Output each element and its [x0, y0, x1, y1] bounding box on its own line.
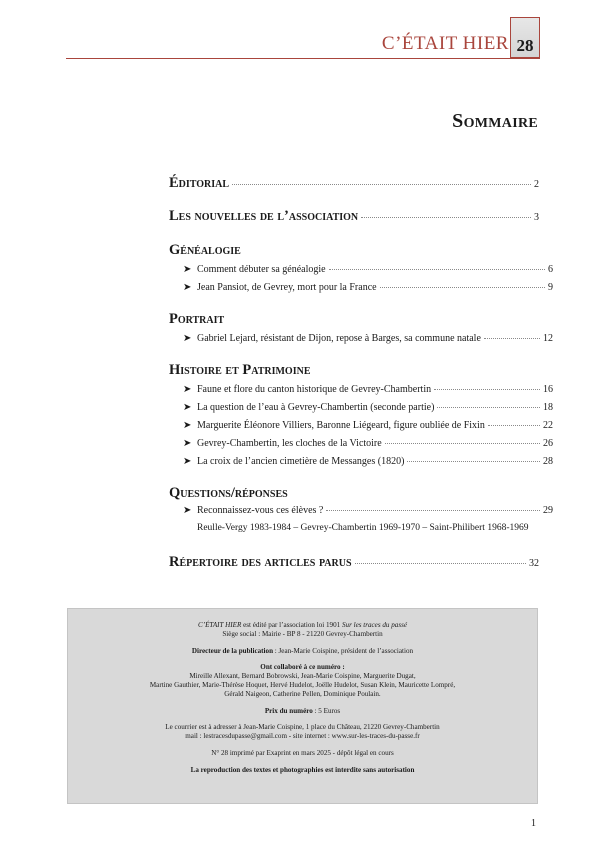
arrow-icon: ➤ — [183, 384, 192, 395]
colophon-director-value: : Jean-Marie Coispine, président de l’association — [273, 646, 414, 655]
toc-page: 3 — [534, 212, 539, 223]
toc-entry-text: La croix de l’ancien cimetière de Messanges (1820) — [197, 456, 405, 467]
toc-entry-text: Reconnaissez-vous ces élèves ? — [197, 505, 324, 516]
toc-section-title: Histoire et Patrimoine — [169, 362, 311, 378]
toc-entry — [169, 384, 553, 396]
toc-page: 22 — [543, 420, 553, 431]
colophon-copyright: La reproduction des textes et photographies est interdite sans autorisation — [190, 765, 415, 774]
dot-leader — [488, 424, 540, 426]
arrow-icon: ➤ — [183, 505, 192, 516]
dot-leader — [437, 406, 540, 408]
toc-entry — [169, 420, 553, 432]
colophon-publisher — [68, 621, 537, 630]
toc-entry-text: Gevrey-Chambertin, les cloches de la Victoire — [197, 438, 382, 449]
toc-entry-text: Comment débuter sa généalogie — [197, 264, 326, 275]
toc-page: 12 — [543, 333, 553, 344]
toc-entry — [169, 333, 553, 345]
colophon-publisher-text: est édité par l’association loi 1901 — [241, 621, 342, 629]
toc-page: 29 — [543, 505, 553, 516]
arrow-icon: ➤ — [183, 333, 192, 344]
toc-page: 2 — [534, 179, 539, 190]
colophon-association-name: Sur les traces du passé — [341, 621, 407, 629]
toc-page: 9 — [548, 282, 553, 293]
toc-section-histoire — [169, 362, 539, 378]
toc-repertoire — [169, 554, 539, 572]
toc-page: 16 — [543, 384, 553, 395]
colophon-director — [68, 647, 537, 656]
toc-page: 32 — [529, 558, 539, 569]
dot-leader — [326, 509, 540, 511]
arrow-icon: ➤ — [183, 402, 192, 413]
toc-section-title: Répertoire des articles parus — [169, 554, 352, 570]
arrow-icon: ➤ — [183, 456, 192, 467]
toc-entry-text: Jean Pansiot, de Gevrey, mort pour la France — [197, 282, 377, 293]
colophon-price-value: : 5 Euros — [312, 706, 341, 715]
issue-number: 28 — [516, 36, 534, 55]
dot-leader — [380, 286, 545, 288]
toc-page: 18 — [543, 402, 553, 413]
toc-section-questions — [169, 485, 539, 501]
toc-section-title: Généalogie — [169, 242, 241, 258]
toc-entry — [169, 505, 553, 517]
toc-entry-text: Marguerite Éléonore Villiers, Baronne Liégeard, figure oubliée de Fixin — [197, 420, 485, 431]
colophon-contributors-line: Martine Gauthier, Marie-Thérèse Hoquet, Hervé Hudelot, Joëlle Hudelot, Susan Klein, Mauricette Lompré, — [149, 680, 456, 689]
colophon-journal-name: C’ÉTAIT HIER — [198, 621, 242, 629]
colophon-contributors-label: Ont collaboré à ce numéro : — [260, 663, 345, 672]
colophon-price — [68, 707, 537, 716]
toc-entry — [169, 456, 553, 468]
dot-leader — [385, 442, 540, 444]
toc-entry-text: La question de l’eau à Gevrey-Chambertin (seconde partie) — [197, 402, 435, 413]
toc-section-genealogie — [169, 242, 539, 258]
colophon-price-label: Prix du numéro — [264, 706, 313, 715]
toc-entry-text: Gabriel Lejard, résistant de Dijon, repose à Barges, sa commune natale — [197, 333, 481, 344]
colophon-contact: mail : lestracesdupasse@gmail.com - site internet : www.sur-les-traces-du-passe.fr — [185, 732, 420, 741]
arrow-icon: ➤ — [183, 420, 192, 431]
toc-entry — [169, 402, 553, 414]
toc-entry — [169, 438, 553, 450]
colophon-box — [67, 608, 538, 804]
colophon-director-label: Directeur de la publication — [191, 646, 274, 655]
toc-section-title: Les nouvelles de l’association — [169, 208, 359, 224]
toc-section-title: Portrait — [169, 311, 225, 327]
colophon-contributors-line: Gérald Naigeon, Catherine Pellen, Dominique Poulain. — [224, 689, 381, 698]
dot-leader — [407, 460, 540, 462]
dot-leader — [329, 268, 545, 270]
toc-nouvelles — [169, 208, 539, 226]
colophon-contributors-line: Mireille Allexant, Bernard Bobrowski, Jean-Marie Coispine, Marguerite Dugat, — [189, 672, 416, 681]
toc-entry — [169, 282, 553, 294]
dot-leader — [361, 216, 531, 218]
toc-entry-text: Faune et flore du canton historique de Gevrey-Chambertin — [197, 384, 432, 395]
toc-page: 26 — [543, 438, 553, 449]
arrow-icon: ➤ — [183, 282, 192, 293]
toc-page: 28 — [543, 456, 553, 467]
page-number: 1 — [531, 818, 536, 829]
toc-note: Reulle-Vergy 1983-1984 – Gevrey-Chambertin 1969-1970 – Saint-Philibert 1968-1969 — [197, 523, 529, 533]
toc-entry — [169, 264, 553, 276]
dot-leader — [484, 337, 540, 339]
arrow-icon: ➤ — [183, 438, 192, 449]
page-title: Sommaire — [452, 110, 538, 132]
colophon-mail-address: Le courrier est à adresser à Jean-Marie Coispine, 1 place du Château, 21220 Gevrey-Chambertin — [165, 723, 440, 732]
colophon-print-info: N° 28 imprimé par Exaprint en mars 2025 - dépôt légal en cours — [211, 748, 394, 757]
toc-page: 6 — [548, 264, 553, 275]
arrow-icon: ➤ — [183, 264, 192, 275]
dot-leader — [232, 183, 531, 185]
dot-leader — [355, 562, 526, 564]
toc-section-title: Éditorial — [169, 175, 230, 191]
journal-title: C’ÉTAIT HIER — [381, 33, 509, 54]
dot-leader — [434, 388, 540, 390]
toc-section-portrait — [169, 311, 539, 327]
toc-editorial — [169, 175, 539, 193]
colophon-address: Siège social : Mairie - BP 8 - 21220 Gevrey-Chambertin — [222, 629, 383, 638]
toc-section-title: Questions/réponses — [169, 485, 288, 501]
